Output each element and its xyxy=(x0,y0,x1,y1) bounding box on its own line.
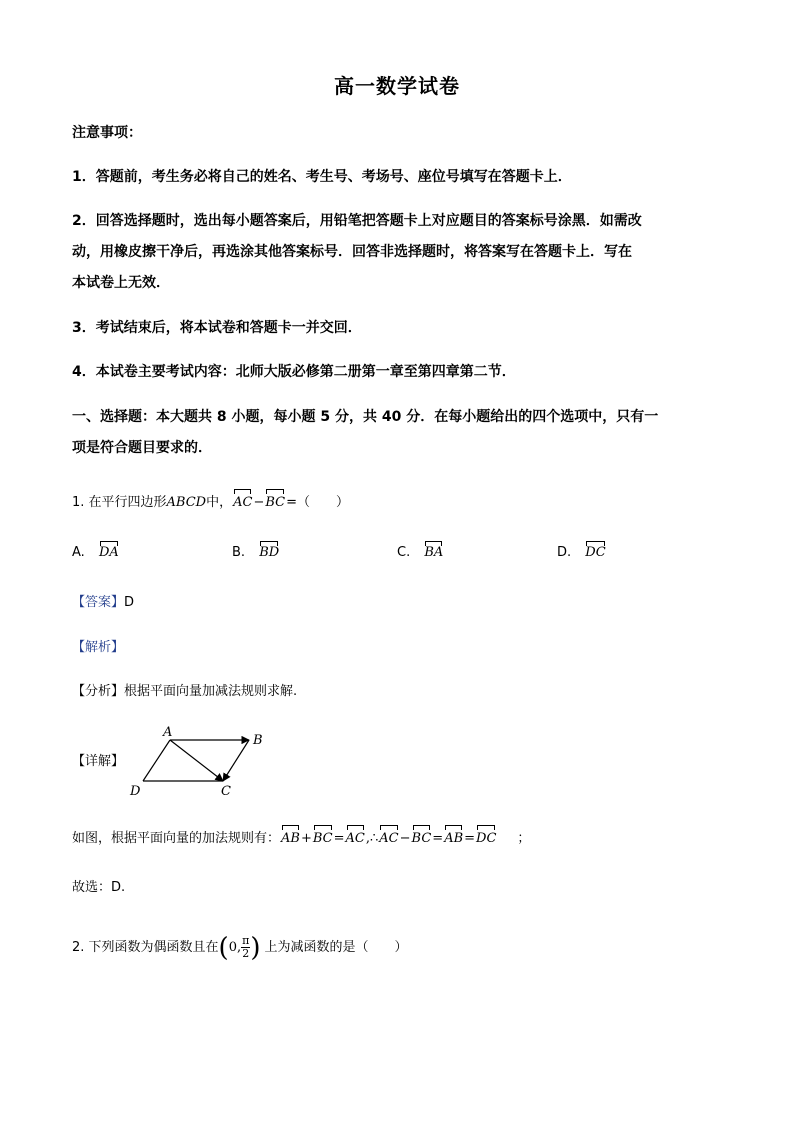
page-title: 高一数学试卷 xyxy=(334,74,460,98)
q1-option-c[interactable]: C. BA xyxy=(397,545,444,560)
q1-option-a[interactable]: A. DA xyxy=(72,545,119,560)
q1-analysis-tag: 【解析】 xyxy=(72,640,125,655)
question-1 xyxy=(72,493,732,513)
q1-option-b-vector: BD xyxy=(259,545,280,560)
fenxi-text: 根据平面向量加减法规则求解. xyxy=(124,684,298,699)
notice-item-2-line-2: 动，用橡皮擦干净后，再选涂其他答案标号．回答非选择题时，将答案写在答题卡上．写在 xyxy=(72,244,632,260)
q1-vector-ac: AC xyxy=(233,493,252,513)
answer-value: D xyxy=(124,595,135,610)
q1-option-a-vector: DA xyxy=(98,545,119,560)
fenxi-tag: 【分析】 xyxy=(72,684,125,699)
q1-mid: 中， xyxy=(206,495,233,510)
parallelogram-figure xyxy=(125,722,275,800)
vertex-d-label: D xyxy=(130,784,141,799)
pi-over-two: $\frac{\pi}{2}$ xyxy=(242,934,250,960)
notice-item-3: 3．考试结束后，将本试卷和答题卡一并交回． xyxy=(72,320,362,336)
q1-conclusion: 故选：D. xyxy=(72,880,126,895)
notice-item-1: 1．答题前，考生务必将自己的姓名、考生号、考场号、座位号填写在答题卡上． xyxy=(72,169,572,185)
edge-ad xyxy=(143,740,170,781)
q1-shape-name: ABCD xyxy=(166,495,207,510)
section-1-line-2: 项是符合题目要求的． xyxy=(72,440,212,456)
vertex-b-label: B xyxy=(253,733,263,748)
q1-option-d-vector: DC xyxy=(585,545,606,560)
q1-minus: − xyxy=(253,495,265,510)
q1-option-c-vector: BA xyxy=(424,545,444,560)
notice-heading: 注意事项： xyxy=(72,125,142,141)
edge-bc xyxy=(223,740,249,781)
notice-item-2-line-3: 本试卷上无效． xyxy=(72,275,170,291)
q1-prefix: 1. 在平行四边形 xyxy=(72,495,167,510)
q1-detail-tag: 【详解】 xyxy=(72,754,125,769)
q1-fenxi xyxy=(72,682,732,702)
edge-ac xyxy=(170,740,223,781)
q1-vector-bc: BC xyxy=(265,493,285,513)
q1-answer xyxy=(72,593,732,613)
notice-item-4: 4．本试卷主要考试内容：北师大版必修第二册第一章至第四章第二节． xyxy=(72,364,516,380)
section-1-line-1: 一、选择题：本大题共 8 小题，每小题 5 分，共 40 分．在每小题给出的四个选项中，只有一 xyxy=(72,409,659,425)
q1-option-b[interactable]: B. BD xyxy=(232,545,280,560)
answer-tag: 【答案】 xyxy=(72,595,125,610)
question-2: 2. 下列函数为偶函数且在(0, $\frac{\pi}{2}$ ) 上为减函数的是（ ） xyxy=(72,932,408,963)
q1-explanation: 如图，根据平面向量的加法规则有：AB+BC=AC,∴AC−BC=AB=DC ； xyxy=(72,829,732,849)
notice-item-2-line-1: 2．回答选择题时，选出每小题答案后，用铅笔把答题卡上对应题目的答案标号涂黑．如需改 xyxy=(72,213,642,229)
q1-option-d[interactable]: D. DC xyxy=(557,545,606,560)
vertex-c-label: C xyxy=(221,784,231,799)
vertex-a-label: A xyxy=(163,725,173,740)
q1-blank: =（ ） xyxy=(286,495,350,510)
